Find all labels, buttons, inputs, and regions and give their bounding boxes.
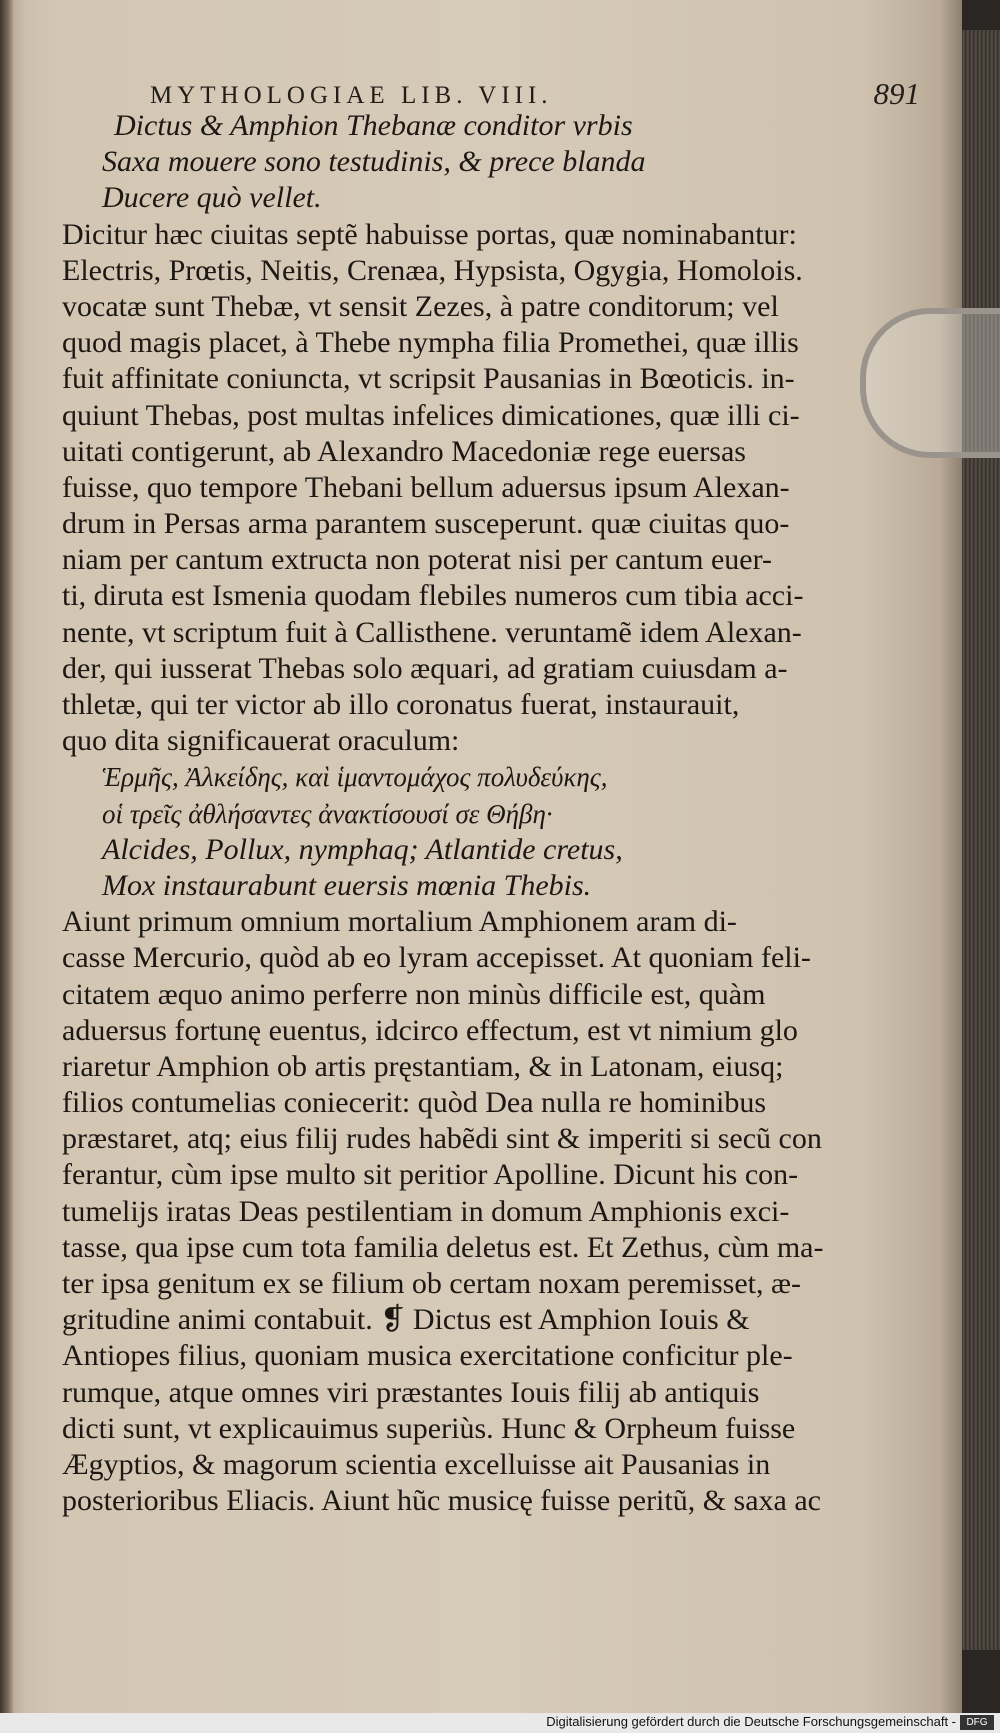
page-number: 891 [873,76,920,111]
dfg-logo: DFG [960,1715,994,1730]
text-line: quiunt Thebas, post multas infelices dimicationes, quæ illi ci- [62,398,800,432]
text-line: fuisse, quo tempore Thebani bellum aduersus ipsum Alexan- [62,470,790,504]
text-line: tasse, qua ipse cum tota familia deletus est. Et Zethus, cùm ma- [62,1230,824,1264]
text-line: tumelijs iratas Deas pestilentiam in domum Amphionis exci- [62,1194,790,1228]
page-fore-edge [962,30,1000,1650]
text-line: gritudine animi contabuit. ❡ Dictus est Amphion Iouis & [62,1303,750,1337]
running-head: MYTHOLOGIAE LIB. VIII. [150,82,553,109]
text-line: drum in Persas arma parantem susceperunt. quæ ciuitas quo- [62,507,790,541]
text-line: οἱ τρεῖς ἀθλήσαντες ἀνακτίσουσί σε Θήβη· [102,798,553,829]
text-line: Saxa mouere sono testudinis, & prece blanda [102,145,646,179]
text-line: Ægyptios, & magorum scientia excelluisse ait Pausanias in [62,1447,771,1481]
text-line: filios contumelias coniecerit: quòd Dea nulla re hominibus [62,1086,766,1120]
footer-credit: Digitalisierung gefördert durch die Deutsche Forschungsgemeinschaft - [546,1714,956,1729]
text-line: casse Mercurio, quòd ab eo lyram accepisset. At quoniam feli- [62,941,811,975]
text-line: Antiopes filius, quoniam musica exercitatione conficitur ple- [62,1339,793,1373]
text-block [62,108,890,1519]
text-line: Aiunt primum omnium mortalium Amphionem aram di- [62,905,737,939]
text-line: rumque, atque omnes viri præstantes Iouis filij ab antiquis [62,1375,760,1409]
text-line: Dicitur hæc ciuitas septẽ habuisse portas, quæ nominabantur: [62,217,797,251]
text-line: Ἑρμῆς, Ἀλκείδης, καὶ ἱμαντομάχος πολυδεύκης, [102,762,608,793]
text-line: Mox instaurabunt euersis mœnia Thebis. [102,868,592,902]
text-line: citatem æquo animo perferre non minùs difficile est, quàm [62,977,766,1011]
text-line: Alcides, Pollux, nymphaq; Atlantide cretus, [102,832,623,866]
text-line: thletæ, qui ter victor ab illo coronatus fuerat, instaurauit, [62,688,740,721]
gutter-shadow [0,0,14,1733]
text-line: aduersus fortunę euentus, idcirco effectum, est vt nimium glo [62,1013,798,1047]
text-line: fuit affinitate coniuncta, vt scripsit Pausanias in Bœoticis. in- [62,362,795,396]
text-line: quod magis placet, à Thebe nympha filia Promethei, quæ illis [62,326,799,360]
text-line: der, qui iusserat Thebas solo æquari, ad gratiam cuiusdam a- [62,651,788,685]
text-line: riaretur Amphion ob artis pręstantiam, & in Latonam, eiusq; [62,1049,784,1083]
text-line: præstaret, atq; eius filij rudes habẽdi sint & imperiti si secũ con [62,1122,822,1156]
text-line: ti, diruta est Ismenia quodam flebiles numeros cum tibia acci- [62,579,804,613]
text-line: niam per cantum extructa non poterat nisi per cantum euer- [62,543,772,577]
text-line: posterioribus Eliacis. Aiunt hũc musicę fuisse peritũ, & saxa ac [62,1484,821,1518]
text-line: quo dita significauerat oraculum: [62,724,460,758]
text-line: ferantur, cùm ipse multo sit peritior Apolline. Dicunt his con- [62,1158,799,1192]
text-line: ter ipsa genitum ex se filium ob certam noxam peremisset, æ- [62,1267,801,1300]
text-line: vocatæ sunt Thebæ, vt sensit Zezes, à patre conditorum; vel [62,289,779,323]
text-line: uitati contigerunt, ab Alexandro Macedoniæ rege euersas [62,434,746,468]
footer-bar [0,1713,1000,1733]
text-line: Electris, Prœtis, Neitis, Crenæa, Hypsista, Ogygia, Homolois. [62,253,803,287]
text-line: Ducere quò vellet. [102,181,322,215]
text-line: nente, vt scriptum fuit à Callisthene. veruntamẽ idem Alexan- [62,615,802,649]
text-line: Dictus & Amphion Thebanæ conditor vrbis [114,109,633,142]
text-line: dicti sunt, vt explicauimus superiùs. Hunc & Orpheum fuisse [62,1411,796,1445]
